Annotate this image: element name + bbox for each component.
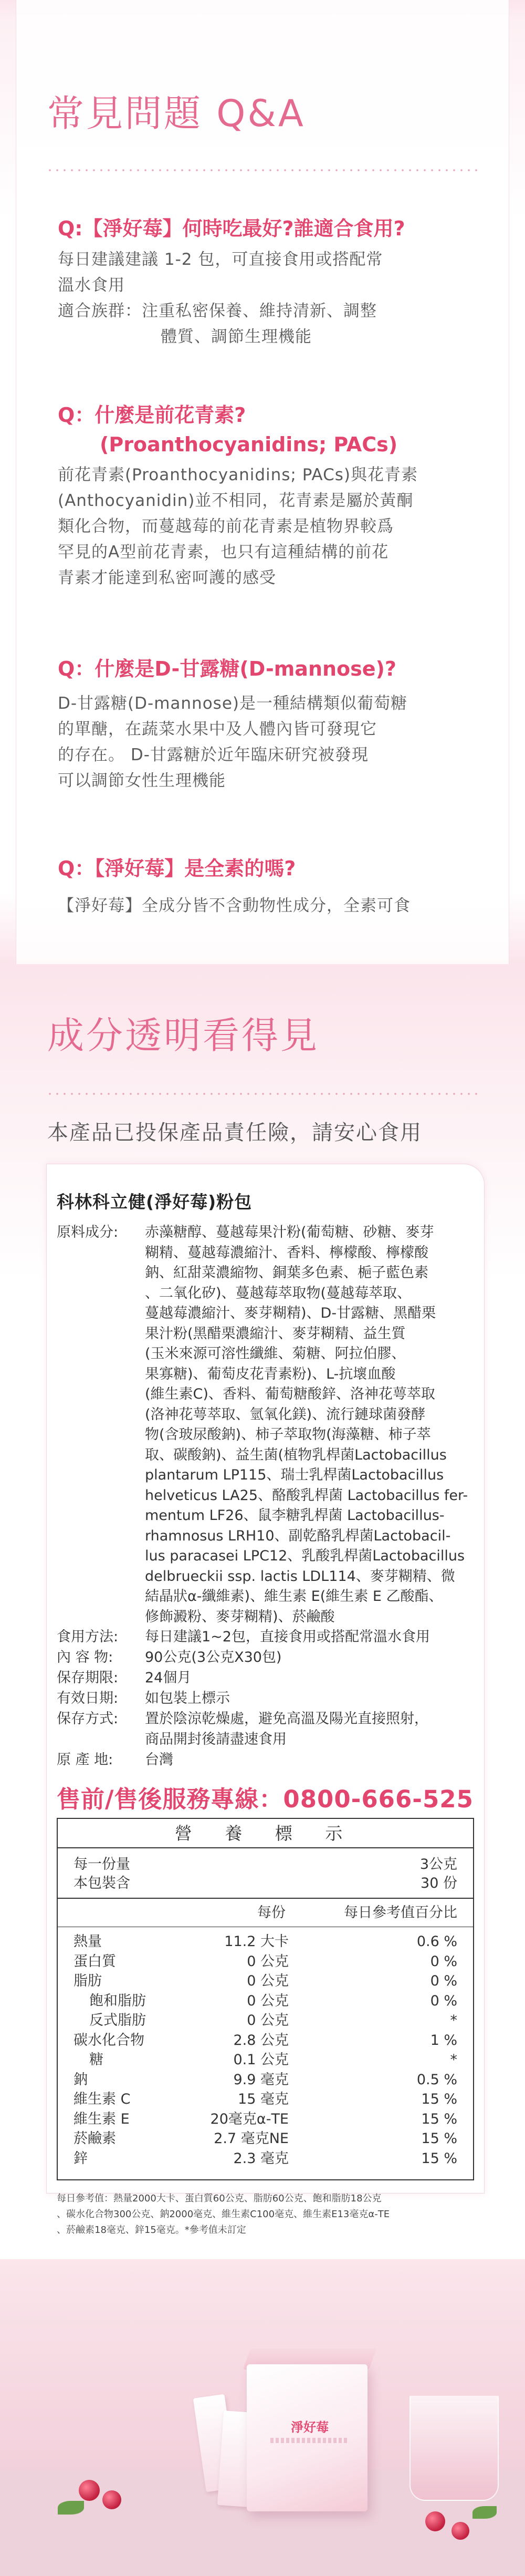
ingredient-line: 果汁粉(黑醋栗濃縮汁、麥芽糊精、益生質 xyxy=(145,1325,406,1342)
nutrition-table xyxy=(57,1818,474,2180)
servings-label: 本包裝含 xyxy=(74,1875,130,1891)
nutrient-daily-value: 0 % xyxy=(430,1953,457,1970)
servings-value: 30 份 xyxy=(421,1875,457,1891)
nutrient-value: 9.9 毫克 xyxy=(233,2071,289,2088)
ingredient-line: (維生素C)、香料、葡萄糖酸鋅、洛神花萼萃取 xyxy=(145,1386,435,1402)
spec-value: 台灣 xyxy=(145,1752,173,1768)
nutrient-daily-value: 0.6 % xyxy=(416,1933,457,1950)
ingredient-line: lus paracasei LPC12、乳酸乳桿菌Lactobacillus xyxy=(145,1548,465,1564)
ingredients-list xyxy=(145,1223,475,1627)
ingredient-line: helveticus LA25、酪酸乳桿菌 Lactobacillus fer- xyxy=(145,1487,468,1504)
question-line: (Proanthocyanidins; PACs) xyxy=(100,433,398,456)
spec-value: 90公克(3公克X30包) xyxy=(145,1649,282,1665)
dotted-divider xyxy=(46,169,481,171)
faq-question-4[interactable]: Q：【淨好莓】是全素的嗎? xyxy=(58,857,296,880)
answer-line: 罕見的A型前花青素，也只有這種結構的前花 xyxy=(58,543,389,562)
faq-answer-3 xyxy=(58,691,478,794)
spec-value: 每日建議1~2包，直接食用或搭配常溫水食用 xyxy=(145,1629,430,1645)
nutrient-daily-value: 15 % xyxy=(421,2130,457,2147)
ingredient-line: 果寡糖)、葡萄皮花青素粉)、L-抗壞血酸 xyxy=(145,1365,396,1382)
spec-key: 原料成分: xyxy=(57,1224,119,1240)
answer-line: 每日建議建議 1-2 包，可直接食用或搭配常 xyxy=(58,250,383,269)
box-brand-label: 淨好莓 xyxy=(291,2420,329,2435)
col-per-serving: 每份 xyxy=(257,1905,286,1921)
answer-line: 的存在。 D-甘露糖於近年臨床研究被發現 xyxy=(58,746,369,764)
ingredient-line: delbrueckii ssp. lactis LDL114、麥芽糊精、微 xyxy=(145,1568,455,1585)
nutrient-name: 鋅 xyxy=(74,2150,88,2167)
ingredient-line: 糊精、蔓越莓濃縮汁、香料、檸檬酸、檸檬酸 xyxy=(145,1244,428,1261)
answer-line: 的單醣，在蔬菜水果中及人體內皆可發現它 xyxy=(58,720,377,739)
nutrient-daily-value: 15 % xyxy=(421,2150,457,2167)
faq-title: 常見問題 Q&A xyxy=(47,92,306,135)
insurance-notice: 本產品已投保產品責任險，請安心食用 xyxy=(47,1121,422,1145)
ingredient-line: (洛神花萼萃取、氫氧化鎂)、流行鏈球菌發酵 xyxy=(145,1406,426,1423)
answer-line: 前花青素(Proanthocyanidins; PACs)與花青素 xyxy=(58,465,418,484)
drink-cup xyxy=(410,2396,499,2501)
nutrition-title: 營 養 標 示 xyxy=(58,1819,473,1848)
nutrient-daily-value: 15 % xyxy=(421,2091,457,2107)
spec-value xyxy=(145,1709,475,1750)
question-line: Q：什麼是前花青素? xyxy=(58,404,246,427)
nutrient-name: 碳水化合物 xyxy=(74,2032,144,2049)
nutrient-daily-value: 15 % xyxy=(421,2111,457,2127)
answer-line xyxy=(58,298,478,324)
suitable-line: 體質、調節生理機能 xyxy=(161,327,312,346)
nutrient-value: 2.3 毫克 xyxy=(233,2150,289,2167)
answer-line: 溫水食用 xyxy=(58,276,125,295)
nutrient-name: 飽和脂肪 xyxy=(89,1992,146,2009)
answer-line: D-甘露糖(D-mannose)是一種結構類似葡萄糖 xyxy=(58,694,407,713)
nutrient-name: 維生素 C xyxy=(74,2091,131,2107)
nutrient-value: 0.1 公克 xyxy=(233,2052,289,2068)
ingredient-line: 結晶狀α-纖維素)、維生素 E(維生素 E 乙酸酯、 xyxy=(145,1588,443,1605)
nutrient-value: 20毫克α-TE xyxy=(210,2111,289,2127)
spec-value: 24個月 xyxy=(145,1670,192,1686)
nutrient-daily-value: 0.5 % xyxy=(416,2071,457,2088)
spec-key: 保存期限: xyxy=(57,1670,119,1686)
serving-size-value: 3公克 xyxy=(419,1856,457,1872)
nutrient-value: 15 毫克 xyxy=(238,2091,289,2107)
nutrient-name: 維生素 E xyxy=(74,2111,130,2127)
suitable-line: 注重私密保養、維持清新、調整 xyxy=(142,302,377,320)
nutrition-footnote xyxy=(57,2191,477,2238)
spec-key: 食用方法: xyxy=(57,1629,119,1645)
spec-key: 內 容 物: xyxy=(57,1649,113,1665)
nutrient-value: 0 公克 xyxy=(247,1992,289,2009)
nutrient-name: 熱量 xyxy=(74,1933,102,1950)
box-decoration xyxy=(270,2438,349,2443)
spec-line: 置於陰涼乾燥處，避免高溫及陽光直接照射， xyxy=(145,1711,428,1727)
nutrient-name: 糖 xyxy=(89,2052,103,2068)
answer-line: 青素才能達到私密呵護的感受 xyxy=(58,568,276,587)
ingredient-line: 物(含玻尿酸鈉)、柿子萃取物(海藻糖、柿子萃 xyxy=(145,1426,431,1443)
ingredient-line: 鈉、紅甜菜濃縮物、銅葉多色素、梔子藍色素 xyxy=(145,1265,428,1281)
nutrient-daily-value: * xyxy=(450,2052,457,2068)
cranberry xyxy=(425,2511,445,2531)
leaf xyxy=(58,2501,84,2515)
serving-size-label: 每一份量 xyxy=(74,1856,130,1872)
ingredient-line: 、二氧化矽)、蔓越莓萃取物(蔓越莓萃取、 xyxy=(145,1285,412,1301)
nutrient-value: 0 公克 xyxy=(247,1973,289,1989)
nutrient-value: 11.2 大卡 xyxy=(224,1933,289,1950)
spec-value: 如包裝上標示 xyxy=(145,1690,230,1706)
col-daily-value: 每日參考值百分比 xyxy=(344,1905,457,1921)
ingredient-line: plantarum LP115、瑞士乳桿菌Lactobacillus xyxy=(145,1467,444,1483)
ingredient-line: 赤藻糖醇、蔓越莓果汁粉(葡萄糖、砂糖、麥芽 xyxy=(145,1224,434,1240)
nutrient-daily-value: 0 % xyxy=(430,1973,457,1989)
suitable-label: 適合族群： xyxy=(58,302,142,320)
ingredient-line: mentum LF26、鼠李糖乳桿菌 Lactobacillus- xyxy=(145,1507,445,1524)
nutrient-value: 2.7 毫克NE xyxy=(214,2130,289,2147)
faq-answer-4 xyxy=(58,893,478,919)
ingredient-line: 蔓越莓濃縮汁、麥芽糊精)、D-甘露糖、黑醋栗 xyxy=(145,1305,436,1321)
nutrient-value: 0 公克 xyxy=(247,1953,289,1970)
nutrient-value: 0 公克 xyxy=(247,2012,289,2029)
cranberry xyxy=(102,2490,121,2509)
table-rule xyxy=(58,1898,473,1899)
cranberry xyxy=(452,2522,469,2540)
nutrient-name: 蛋白質 xyxy=(74,1953,116,1970)
nutrient-daily-value: 1 % xyxy=(430,2032,457,2049)
answer-line: 【淨好莓】全成分皆不含動物性成分，全素可食 xyxy=(58,896,411,915)
spec-key: 原 產 地: xyxy=(57,1752,113,1768)
footnote-line: 、菸鹼素18毫克、鋅15毫克。*參考值未訂定 xyxy=(57,2225,246,2236)
ingredient-line: (玉米來源可溶性纖維、菊糖、阿拉伯膠、 xyxy=(145,1346,406,1362)
cranberry xyxy=(79,2480,100,2501)
product-name: 科林科立健(淨好莓)粉包 xyxy=(57,1192,253,1212)
nutrient-daily-value: 0 % xyxy=(430,1992,457,2009)
answer-line: 可以調節女性生理機能 xyxy=(58,771,226,790)
faq-question-1[interactable]: Q:【淨好莓】何時吃最好?誰適合食用? xyxy=(58,217,405,240)
faq-answer-2 xyxy=(58,462,478,591)
nutrient-name: 脂肪 xyxy=(74,1973,102,1989)
footnote-line: 每日參考值：熱量2000大卡、蛋白質60公克、脂肪60公克、飽和脂肪18公克 xyxy=(57,2193,382,2204)
faq-answer-1 xyxy=(58,247,478,350)
faq-question-3[interactable]: Q：什麼是D-甘露糖(D-mannose)? xyxy=(58,657,396,680)
ingredient-line: rhamnosus LRH10、副乾酪乳桿菌Lactobacil- xyxy=(145,1527,451,1544)
nutrient-name: 鈉 xyxy=(74,2071,88,2088)
spec-key: 保存方式: xyxy=(57,1711,119,1727)
faq-section xyxy=(0,0,525,964)
nutrient-name: 菸鹼素 xyxy=(74,2130,116,2147)
nutrient-daily-value: * xyxy=(450,2012,457,2029)
spec-key: 有效日期: xyxy=(57,1690,119,1706)
dotted-divider xyxy=(46,1093,481,1095)
footnote-line: 、碳水化合物300公克、鈉2000毫克、維生素C100毫克、維生素E13毫克α-TE xyxy=(57,2209,390,2220)
spec-line: 商品開封後請盡速食用 xyxy=(145,1731,287,1747)
answer-line: 類化合物，而蔓越莓的前花青素是植物界較爲 xyxy=(58,517,394,536)
ingredients-title: 成分透明看得見 xyxy=(47,1014,319,1057)
ingredient-line: 取、碳酸鈉)、益生菌(植物乳桿菌Lactobacillus xyxy=(145,1446,447,1463)
service-hotline[interactable]: 售前/售後服務專線：0800-666-525 xyxy=(57,1785,474,1813)
faq-question-2[interactable] xyxy=(58,400,478,459)
nutrient-name: 反式脂肪 xyxy=(89,2012,146,2029)
answer-line: (Anthocyanidin)並不相同，花青素是屬於黃酮 xyxy=(58,491,414,510)
leaf xyxy=(472,2506,497,2519)
ingredient-line: 修飾澱粉、麥芽糊精)、菸鹼酸 xyxy=(145,1608,335,1625)
nutrient-value: 2.8 公克 xyxy=(233,2032,289,2049)
